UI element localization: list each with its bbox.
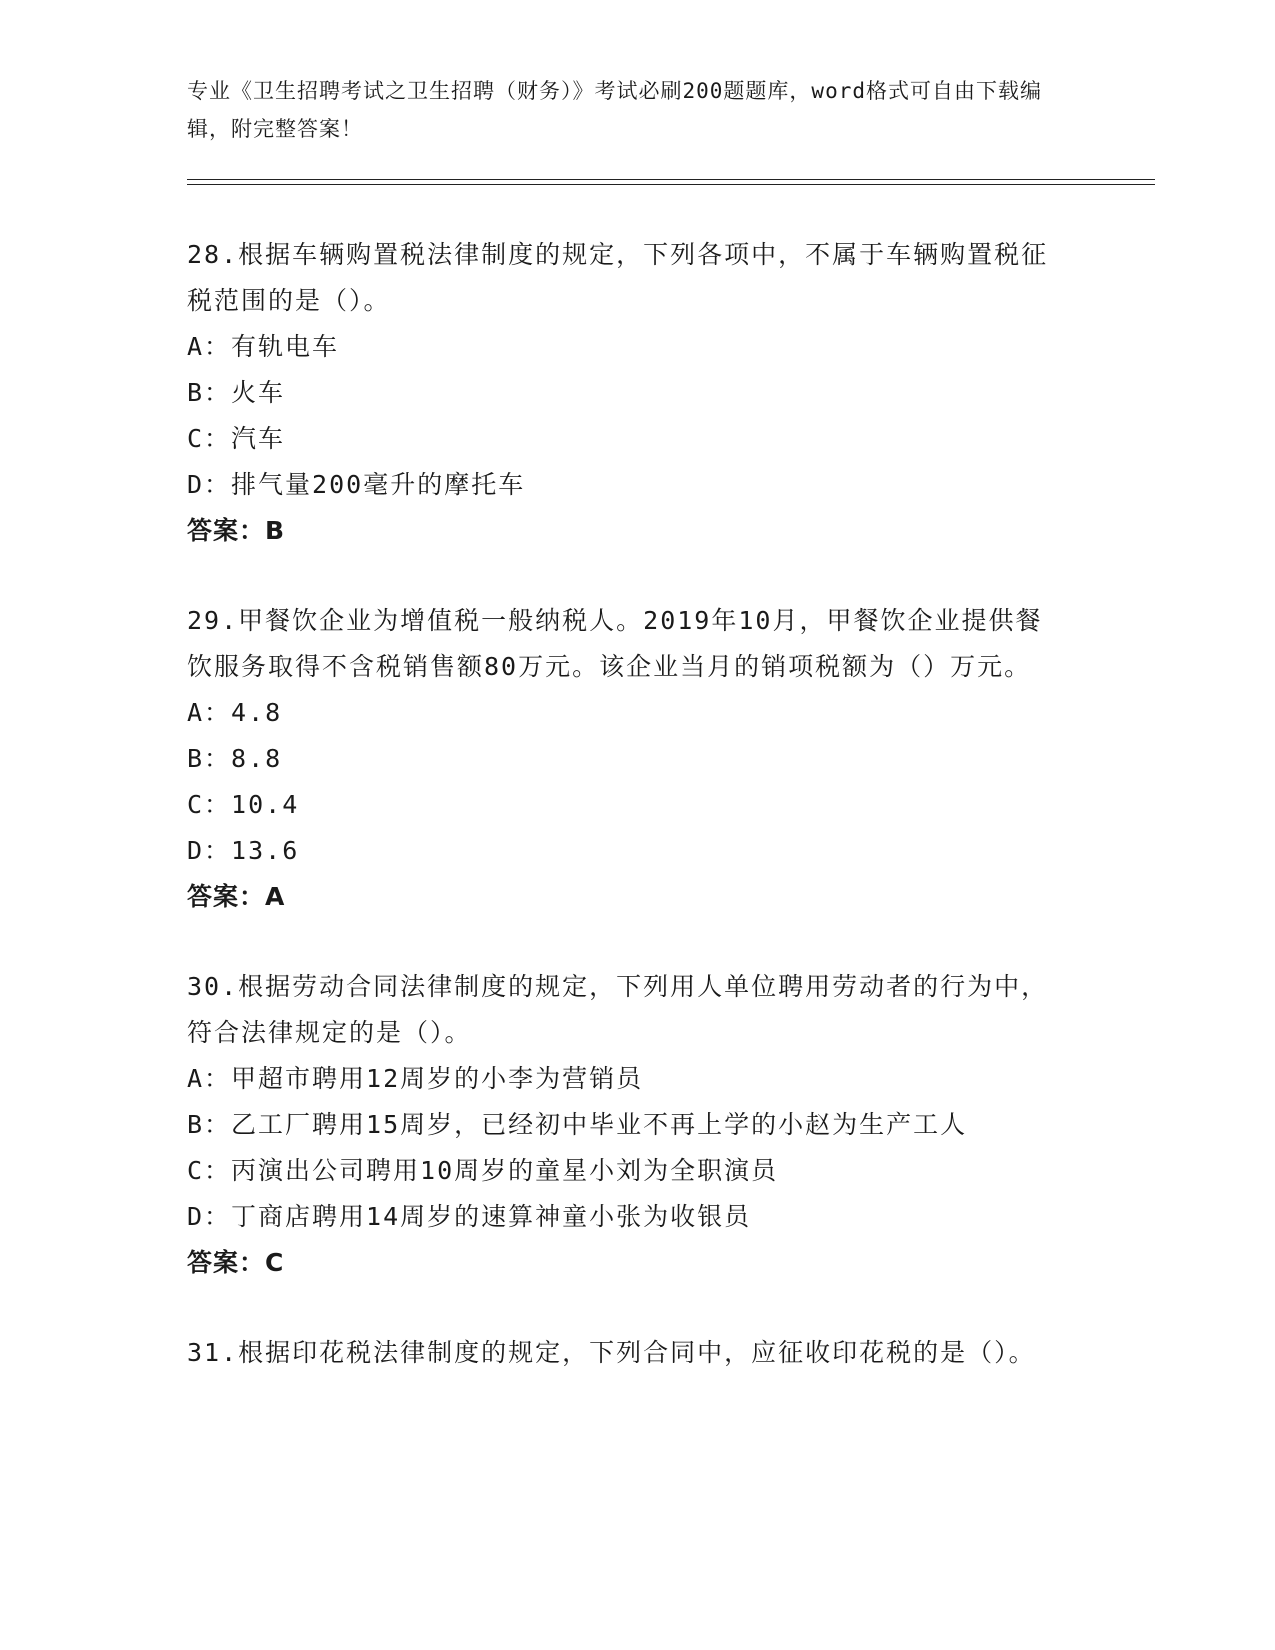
question-stem: 28.根据车辆购置税法律制度的规定，下列各项中，不属于车辆购置税征税范围的是（）。 — [187, 240, 1049, 315]
document-header — [187, 72, 1067, 148]
option-d: D：丁商店聘用14周岁的速算神童小张为收银员 — [187, 1202, 752, 1231]
option-c: C：汽车 — [187, 424, 286, 453]
question-list — [187, 232, 1067, 1420]
question-30 — [187, 964, 1067, 1286]
option-c: C：丙演出公司聘用10周岁的童星小刘为全职演员 — [187, 1156, 779, 1185]
option-a: A：4.8 — [187, 698, 283, 727]
question-29 — [187, 598, 1067, 920]
option-d: D：13.6 — [187, 836, 300, 865]
question-31 — [187, 1330, 1067, 1376]
answer-line: 答案：C — [187, 1248, 285, 1277]
option-d: D：排气量200毫升的摩托车 — [187, 470, 526, 499]
option-a: A：甲超市聘用12周岁的小李为营销员 — [187, 1064, 644, 1093]
question-stem: 29.甲餐饮企业为增值税一般纳税人。2019年10月，甲餐饮企业提供餐饮服务取得不含税销售额80万元。该企业当月的销项税额为（）万元。 — [187, 606, 1043, 681]
header-rule-top — [187, 179, 1155, 180]
option-b: B：火车 — [187, 378, 286, 407]
option-c: C：10.4 — [187, 790, 300, 819]
answer-line: 答案：A — [187, 882, 286, 911]
option-b: B：乙工厂聘用15周岁，已经初中毕业不再上学的小赵为生产工人 — [187, 1110, 968, 1139]
header-rule-bottom — [187, 184, 1155, 185]
question-stem: 30.根据劳动合同法律制度的规定，下列用人单位聘用劳动者的行为中，符合法律规定的是（）。 — [187, 972, 1049, 1047]
option-a: A：有轨电车 — [187, 332, 340, 361]
answer-line: 答案：B — [187, 516, 286, 545]
question-28 — [187, 232, 1067, 554]
header-intro-text: 专业《卫生招聘考试之卫生招聘（财务）》考试必刷200题题库，word格式可自由下载编辑，附完整答案！ — [187, 79, 1042, 141]
question-stem: 31.根据印花税法律制度的规定，下列合同中，应征收印花税的是（）。 — [187, 1338, 1036, 1367]
option-b: B：8.8 — [187, 744, 283, 773]
